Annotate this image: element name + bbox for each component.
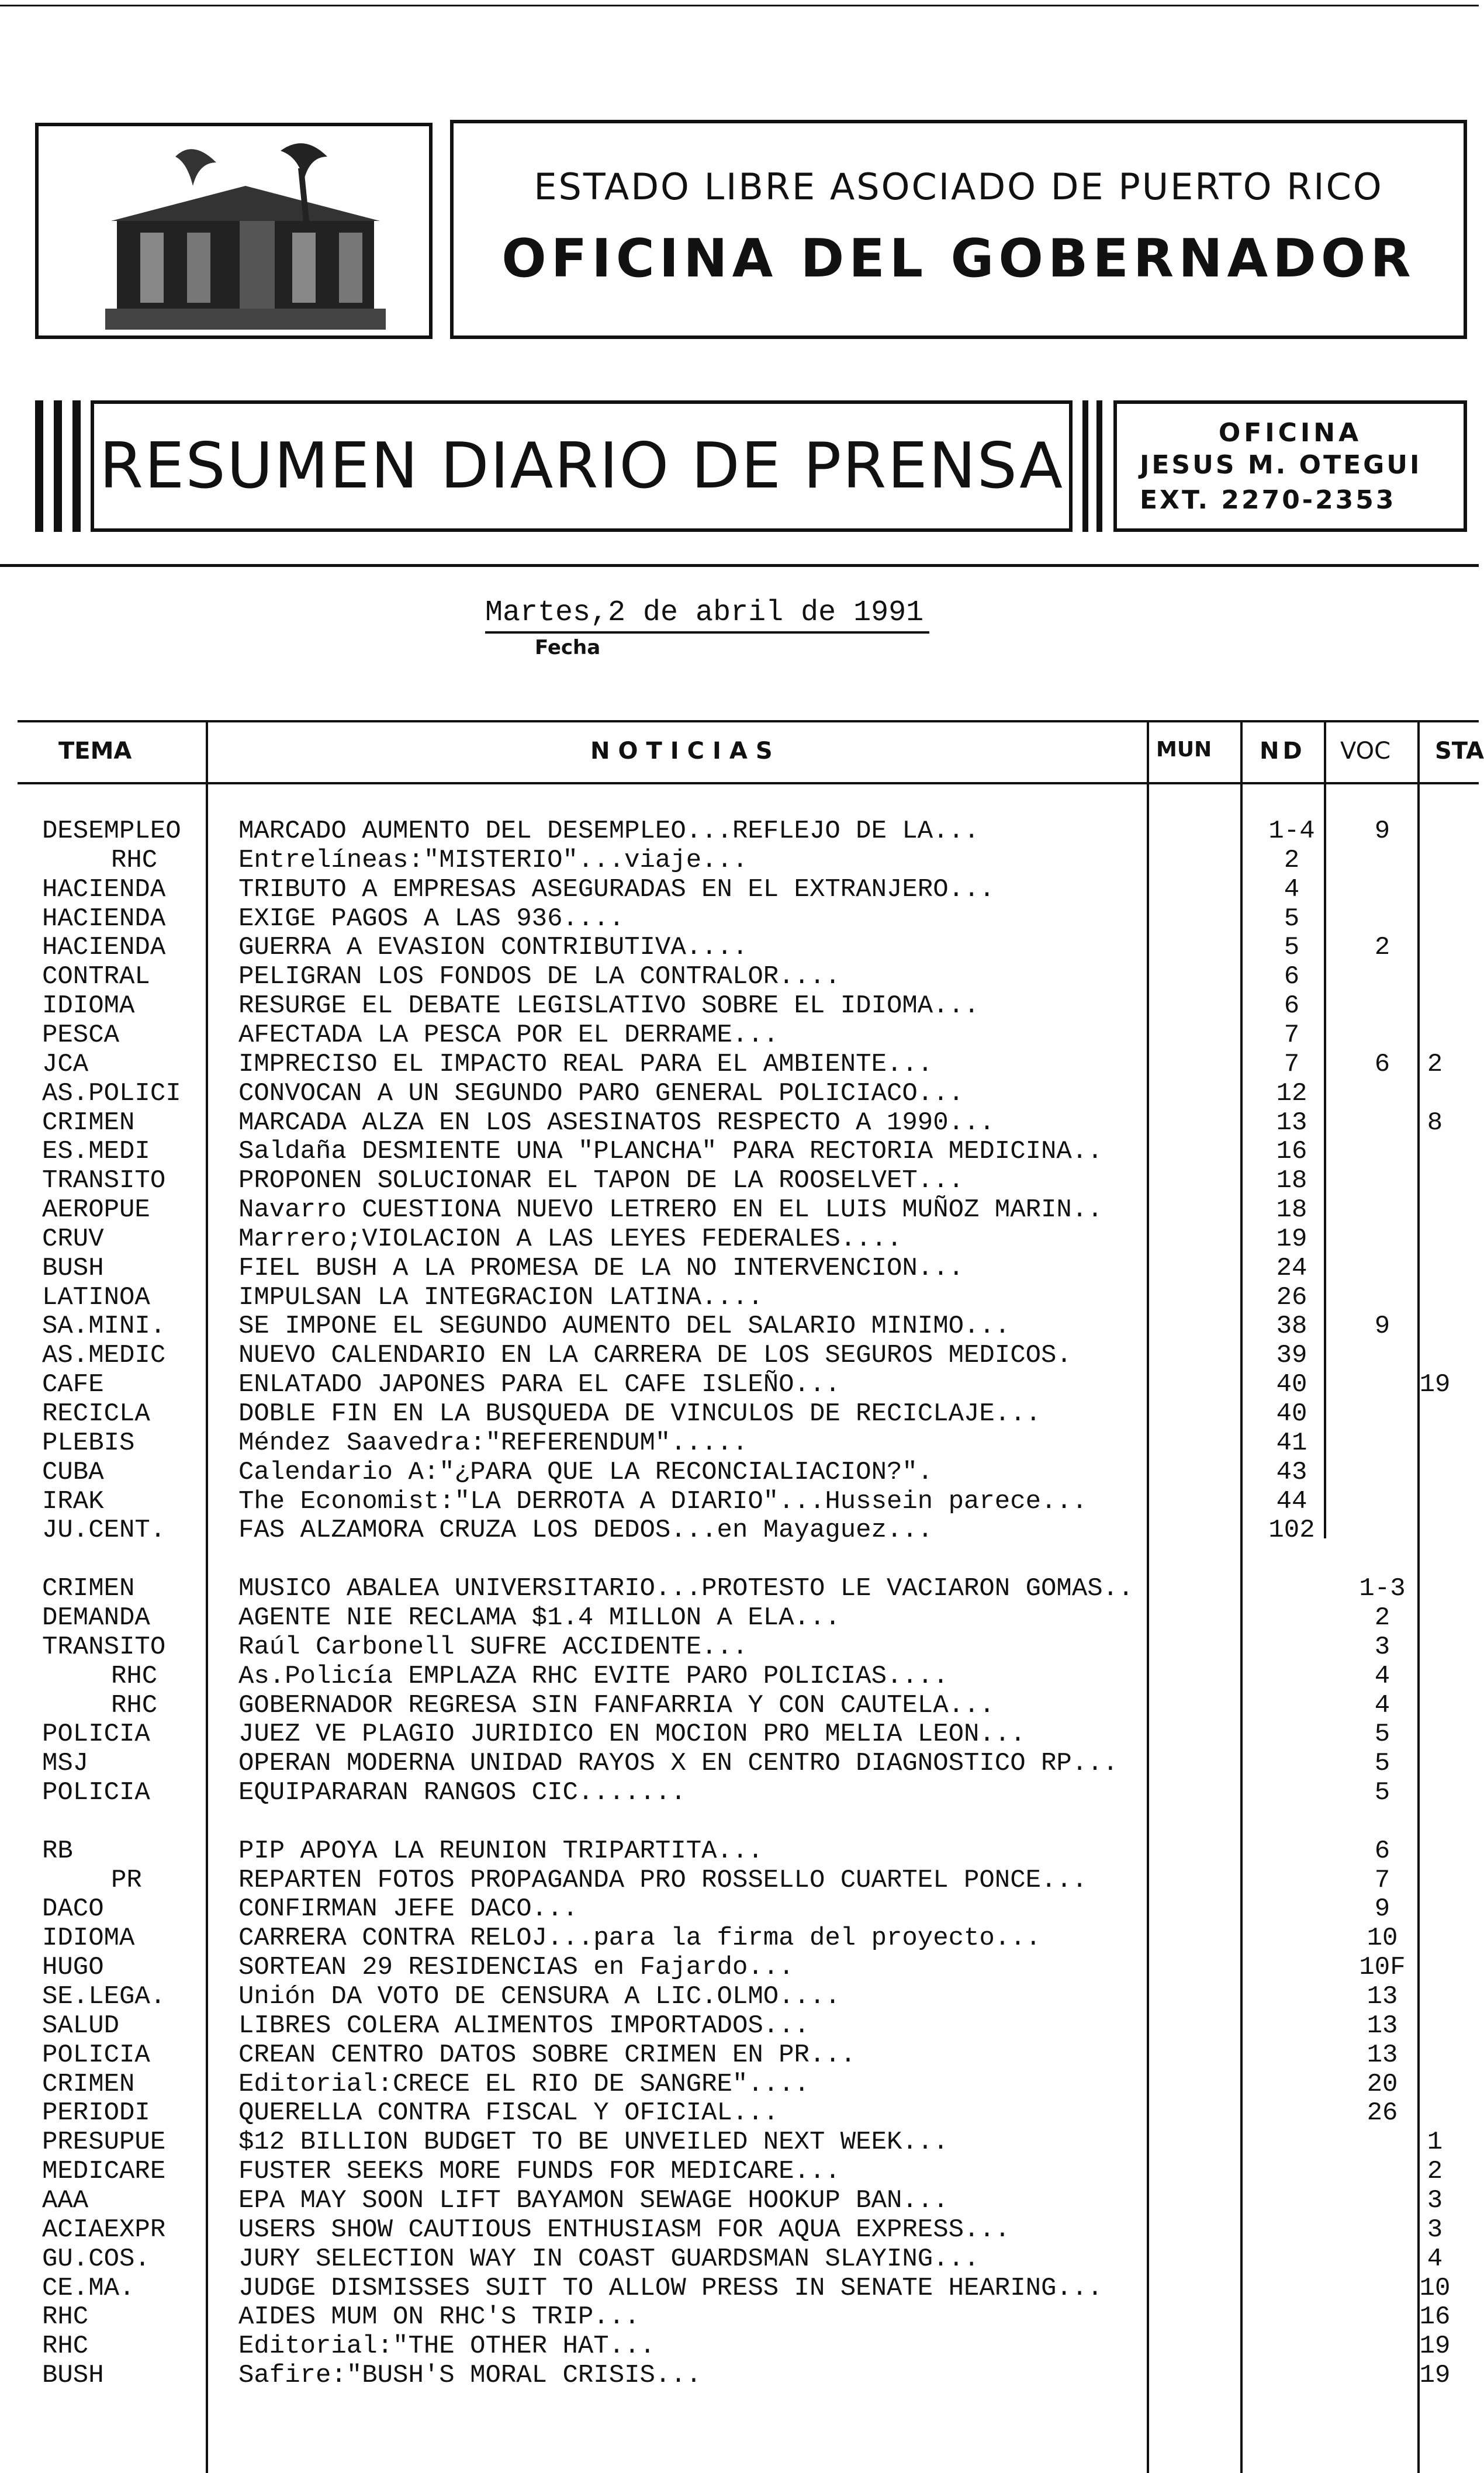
table-row bbox=[0, 1837, 1479, 1866]
row-headline: FIEL BUSH A LA PROMESA DE LA NO INTERVENCION... bbox=[238, 1253, 964, 1283]
column-header-nd: ND bbox=[1260, 738, 1306, 765]
row-nd: 19 bbox=[1276, 1224, 1307, 1254]
table-row bbox=[0, 2070, 1479, 2099]
row-tema: HACIENDA bbox=[42, 874, 166, 904]
date-underline bbox=[485, 631, 929, 634]
row-tema: RHC bbox=[111, 1661, 158, 1691]
row-tema: PESCA bbox=[42, 1020, 120, 1050]
row-sta: 19 bbox=[1419, 2332, 1451, 2361]
row-tema: IDIOMA bbox=[42, 1924, 135, 1953]
row-headline: SORTEAN 29 RESIDENCIAS en Fajardo... bbox=[238, 1953, 794, 1983]
table-row bbox=[0, 1575, 1479, 1603]
row-tema: HUGO bbox=[42, 1953, 104, 1983]
column-header-mun: MUN bbox=[1156, 738, 1212, 762]
table-row bbox=[0, 1196, 1479, 1225]
row-tema: POLICIA bbox=[42, 2040, 150, 2070]
row-headline: GUERRA A EVASION CONTRIBUTIVA.... bbox=[238, 933, 748, 963]
table-row bbox=[0, 933, 1479, 962]
row-tema: BUSH bbox=[42, 2361, 104, 2391]
table-row bbox=[0, 1284, 1479, 1312]
row-nd: 12 bbox=[1276, 1078, 1307, 1108]
row-nd: 102 bbox=[1268, 1516, 1315, 1545]
row-headline: CREAN CENTRO DATOS SOBRE CRIMEN EN PR... bbox=[238, 2040, 856, 2070]
row-nd: 24 bbox=[1276, 1253, 1307, 1283]
row-tema: JCA bbox=[42, 1049, 89, 1079]
row-headline: AIDES MUM ON RHC'S TRIP... bbox=[238, 2302, 640, 2332]
row-tema: CONTRAL bbox=[42, 962, 150, 992]
table-row bbox=[0, 1137, 1479, 1166]
row-voc: 10F bbox=[1359, 1953, 1406, 1983]
row-headline: LIBRES COLERA ALIMENTOS IMPORTADOS... bbox=[238, 2011, 810, 2040]
table-row bbox=[0, 2303, 1479, 2332]
row-tema: AEROPUE bbox=[42, 1195, 150, 1225]
row-tema: CUBA bbox=[42, 1457, 104, 1487]
row-headline: DOBLE FIN EN LA BUSQUEDA DE VINCULOS DE RECICLAJE... bbox=[238, 1399, 1042, 1429]
row-nd: 41 bbox=[1276, 1428, 1307, 1458]
governor-mansion-seal-icon bbox=[105, 133, 386, 330]
row-sta: 19 bbox=[1419, 1370, 1451, 1400]
row-nd: 16 bbox=[1276, 1137, 1307, 1167]
column-header-noticias: NOTICIAS bbox=[590, 738, 781, 765]
row-headline: EXIGE PAGOS A LAS 936.... bbox=[238, 904, 625, 933]
row-headline: PELIGRAN LOS FONDOS DE LA CONTRALOR.... bbox=[238, 962, 840, 992]
row-headline: EPA MAY SOON LIFT BAYAMON SEWAGE HOOKUP BAN... bbox=[238, 2185, 949, 2215]
row-headline: GOBERNADOR REGRESA SIN FANFARRIA Y CON CAUTELA... bbox=[238, 1690, 995, 1720]
row-tema: TRANSITO bbox=[42, 1166, 166, 1196]
row-headline: IMPULSAN LA INTEGRACION LATINA.... bbox=[238, 1282, 763, 1312]
row-headline: OPERAN MODERNA UNIDAD RAYOS X EN CENTRO DIAGNOSTICO RP... bbox=[238, 1749, 1119, 1779]
row-tema: CE.MA. bbox=[42, 2273, 135, 2303]
row-nd: 40 bbox=[1276, 1399, 1307, 1429]
table-row bbox=[0, 1254, 1479, 1283]
row-headline: Calendario A:"¿PARA QUE LA RECONCIALIACION?". bbox=[238, 1457, 933, 1487]
row-voc: 4 bbox=[1374, 1661, 1390, 1691]
table-row bbox=[0, 2216, 1479, 2244]
row-nd: 40 bbox=[1276, 1370, 1307, 1400]
table-row bbox=[0, 1312, 1479, 1341]
row-nd: 6 bbox=[1284, 962, 1300, 992]
row-tema: CAFE bbox=[42, 1370, 104, 1400]
row-tema: RHC bbox=[42, 2332, 89, 2361]
row-voc: 9 bbox=[1374, 817, 1390, 846]
row-headline: $12 BILLION BUDGET TO BE UNVEILED NEXT WEEK... bbox=[238, 2128, 949, 2157]
table-row bbox=[0, 2041, 1479, 2070]
table-row bbox=[0, 1953, 1479, 1982]
row-tema: CRIMEN bbox=[42, 1108, 135, 1137]
row-nd: 5 bbox=[1284, 904, 1300, 933]
row-sta: 3 bbox=[1427, 2185, 1443, 2215]
row-nd: 26 bbox=[1276, 1282, 1307, 1312]
column-header-tema: TEMA bbox=[58, 738, 132, 765]
table-row bbox=[0, 1341, 1479, 1370]
row-tema: POLICIA bbox=[42, 1720, 150, 1749]
row-headline: Navarro CUESTIONA NUEVO LETRERO EN EL LUIS MUÑOZ MARIN.. bbox=[238, 1195, 1103, 1225]
row-voc: 6 bbox=[1374, 1049, 1390, 1079]
row-nd: 2 bbox=[1284, 845, 1300, 875]
row-tema: IDIOMA bbox=[42, 991, 135, 1021]
row-headline: NUEVO CALENDARIO EN LA CARRERA DE LOS SEGUROS MEDICOS. bbox=[238, 1341, 1072, 1371]
table-row bbox=[0, 1983, 1479, 2011]
table-row bbox=[0, 992, 1479, 1021]
row-sta: 1 bbox=[1427, 2128, 1443, 2157]
row-headline: CONFIRMAN JEFE DACO... bbox=[238, 1894, 578, 1924]
row-headline: IMPRECISO EL IMPACTO REAL PARA EL AMBIENTE... bbox=[238, 1049, 933, 1079]
table-row bbox=[0, 1488, 1479, 1516]
table-row bbox=[0, 1050, 1479, 1079]
column-header-sta: STA bbox=[1435, 738, 1484, 765]
row-headline: CONVOCAN A UN SEGUNDO PARO GENERAL POLICIACO... bbox=[238, 1078, 964, 1108]
row-tema: DESEMPLEO bbox=[42, 817, 181, 846]
row-sta: 2 bbox=[1427, 1049, 1443, 1079]
row-sta: 19 bbox=[1419, 2361, 1451, 2391]
row-headline: SE IMPONE EL SEGUNDO AUMENTO DEL SALARIO MINIMO... bbox=[238, 1312, 1011, 1341]
office-contact-name: JESUS M. OTEGUI bbox=[1140, 450, 1422, 480]
left-bar-1 bbox=[35, 400, 43, 532]
header-bottom-rule bbox=[0, 564, 1479, 567]
row-nd: 5 bbox=[1284, 933, 1300, 963]
table-row bbox=[0, 1720, 1479, 1749]
row-voc: 10 bbox=[1367, 1924, 1398, 1953]
table-row bbox=[0, 817, 1479, 846]
row-sta: 10 bbox=[1419, 2273, 1451, 2303]
row-tema: ACIAEXPR bbox=[42, 2215, 166, 2244]
row-voc: 2 bbox=[1374, 933, 1390, 963]
row-tema: BUSH bbox=[42, 1253, 104, 1283]
row-headline: MUSICO ABALEA UNIVERSITARIO...PROTESTO LE VACIARON GOMAS.. bbox=[238, 1574, 1134, 1604]
row-sta: 16 bbox=[1419, 2302, 1451, 2332]
row-tema: PR bbox=[111, 1865, 142, 1895]
row-headline: JUEZ VE PLAGIO JURIDICO EN MOCION PRO MELIA LEON... bbox=[238, 1720, 1026, 1749]
row-nd: 4 bbox=[1284, 874, 1300, 904]
table-row bbox=[0, 1662, 1479, 1691]
table-row bbox=[0, 1808, 1479, 1836]
row-tema: MEDICARE bbox=[42, 2157, 166, 2187]
row-nd: 18 bbox=[1276, 1195, 1307, 1225]
table-row bbox=[0, 1545, 1479, 1574]
row-headline: Unión DA VOTO DE CENSURA A LIC.OLMO.... bbox=[238, 1982, 840, 2011]
row-voc: 20 bbox=[1367, 2069, 1398, 2099]
row-nd: 13 bbox=[1276, 1108, 1307, 1137]
row-headline: USERS SHOW CAUTIOUS ENTHUSIASM FOR AQUA EXPRESS... bbox=[238, 2215, 1011, 2244]
mid-bar-2 bbox=[1096, 400, 1102, 532]
row-tema: SALUD bbox=[42, 2011, 120, 2040]
row-tema: CRIMEN bbox=[42, 1574, 135, 1604]
row-tema: LATINOA bbox=[42, 1282, 150, 1312]
row-tema: GU.COS. bbox=[42, 2244, 150, 2274]
row-nd: 38 bbox=[1276, 1312, 1307, 1341]
row-headline: FAS ALZAMORA CRUZA LOS DEDOS...en Mayaguez... bbox=[238, 1516, 933, 1545]
row-headline: FUSTER SEEKS MORE FUNDS FOR MEDICARE... bbox=[238, 2157, 840, 2187]
row-headline: JURY SELECTION WAY IN COAST GUARDSMAN SLAYING... bbox=[238, 2244, 980, 2274]
row-tema: HACIENDA bbox=[42, 904, 166, 933]
table-row bbox=[0, 2187, 1479, 2215]
report-date: Martes,2 de abril de 1991 bbox=[485, 596, 924, 630]
row-headline: Raúl Carbonell SUFRE ACCIDENTE... bbox=[238, 1632, 748, 1662]
row-tema: CRIMEN bbox=[42, 2069, 135, 2099]
row-tema: AS.POLICI bbox=[42, 1078, 181, 1108]
table-row bbox=[0, 1429, 1479, 1458]
top-rule bbox=[0, 5, 1479, 6]
row-sta: 2 bbox=[1427, 2157, 1443, 2187]
row-headline: Editorial:"THE OTHER HAT... bbox=[238, 2332, 655, 2361]
row-headline: TRIBUTO A EMPRESAS ASEGURADAS EN EL EXTRANJERO... bbox=[238, 874, 995, 904]
row-voc: 5 bbox=[1374, 1720, 1390, 1749]
table-header-rule bbox=[18, 782, 1479, 784]
row-voc: 9 bbox=[1374, 1894, 1390, 1924]
row-tema: AAA bbox=[42, 2185, 89, 2215]
table-row bbox=[0, 963, 1479, 991]
row-tema: DEMANDA bbox=[42, 1603, 150, 1632]
table-row bbox=[0, 1692, 1479, 1720]
row-headline: RESURGE EL DEBATE LEGISLATIVO SOBRE EL IDIOMA... bbox=[238, 991, 980, 1021]
row-tema: CRUV bbox=[42, 1224, 104, 1254]
row-voc: 7 bbox=[1374, 1865, 1390, 1895]
row-tema: HACIENDA bbox=[42, 933, 166, 963]
report-title: RESUMEN DIARIO DE PRENSA bbox=[99, 430, 1064, 503]
table-row bbox=[0, 2332, 1479, 2361]
row-headline: Editorial:CRECE EL RIO DE SANGRE".... bbox=[238, 2069, 810, 2099]
table-row bbox=[0, 1109, 1479, 1137]
table-row bbox=[0, 2245, 1479, 2274]
row-nd: 7 bbox=[1284, 1020, 1300, 1050]
row-sta: 8 bbox=[1427, 1108, 1443, 1137]
row-headline: Marrero;VIOLACION A LAS LEYES FEDERALES.... bbox=[238, 1224, 902, 1254]
table-row bbox=[0, 1516, 1479, 1545]
row-sta: 4 bbox=[1427, 2244, 1443, 2274]
table-row bbox=[0, 1167, 1479, 1195]
row-nd: 7 bbox=[1284, 1049, 1300, 1079]
table-row bbox=[0, 2012, 1479, 2040]
row-tema: JU.CENT. bbox=[42, 1516, 166, 1545]
row-voc: 5 bbox=[1374, 1749, 1390, 1779]
table-row bbox=[0, 1749, 1479, 1778]
table-row bbox=[0, 1458, 1479, 1487]
row-headline: AFECTADA LA PESCA POR EL DERRAME... bbox=[238, 1020, 779, 1050]
row-headline: PIP APOYA LA REUNION TRIPARTITA... bbox=[238, 1836, 763, 1866]
left-bar-3 bbox=[72, 400, 81, 532]
row-tema: RHC bbox=[111, 845, 158, 875]
row-voc: 6 bbox=[1374, 1836, 1390, 1866]
table-row bbox=[0, 1895, 1479, 1924]
row-headline: JUDGE DISMISSES SUIT TO ALLOW PRESS IN SENATE HEARING... bbox=[238, 2273, 1103, 2303]
table-row bbox=[0, 846, 1479, 875]
row-voc: 13 bbox=[1367, 2011, 1398, 2040]
row-headline: MARCADO AUMENTO DEL DESEMPLEO...REFLEJO DE LA... bbox=[238, 817, 980, 846]
table-row bbox=[0, 1924, 1479, 1953]
row-nd: 44 bbox=[1276, 1486, 1307, 1516]
row-nd: 1-4 bbox=[1268, 817, 1315, 846]
row-voc: 5 bbox=[1374, 1778, 1390, 1808]
row-nd: 43 bbox=[1276, 1457, 1307, 1487]
row-voc: 3 bbox=[1374, 1632, 1390, 1662]
row-voc: 4 bbox=[1374, 1690, 1390, 1720]
row-tema: PLEBIS bbox=[42, 1428, 135, 1458]
row-tema: RECICLA bbox=[42, 1399, 150, 1429]
row-headline: EQUIPARARAN RANGOS CIC....... bbox=[238, 1778, 686, 1808]
table-row bbox=[0, 1400, 1479, 1429]
table-row bbox=[0, 1371, 1479, 1399]
row-headline: Saldaña DESMIENTE UNA "PLANCHA" PARA RECTORIA MEDICINA.. bbox=[238, 1137, 1103, 1167]
row-tema: RHC bbox=[42, 2302, 89, 2332]
row-headline: MARCADA ALZA EN LOS ASESINATOS RESPECTO A 1990... bbox=[238, 1108, 995, 1137]
row-voc: 9 bbox=[1374, 1312, 1390, 1341]
row-tema: POLICIA bbox=[42, 1778, 150, 1808]
left-bar-2 bbox=[54, 400, 62, 532]
table-row bbox=[0, 2157, 1479, 2186]
table-row bbox=[0, 1225, 1479, 1254]
row-tema: PERIODI bbox=[42, 2098, 150, 2128]
row-tema: AS.MEDIC bbox=[42, 1341, 166, 1371]
table-row bbox=[0, 1866, 1479, 1895]
row-headline: As.Policía EMPLAZA RHC EVITE PARO POLICIAS.... bbox=[238, 1661, 949, 1691]
row-headline: Méndez Saavedra:"REFERENDUM"..... bbox=[238, 1428, 748, 1458]
row-headline: QUERELLA CONTRA FISCAL Y OFICIAL... bbox=[238, 2098, 779, 2128]
row-voc: 26 bbox=[1367, 2098, 1398, 2128]
row-headline: AGENTE NIE RECLAMA $1.4 MILLON A ELA... bbox=[238, 1603, 840, 1632]
office-label: OFICINA bbox=[1218, 418, 1362, 448]
row-nd: 18 bbox=[1276, 1166, 1307, 1196]
office-extension: EXT. 2270-2353 bbox=[1140, 485, 1396, 515]
table-row bbox=[0, 2099, 1479, 2128]
table-row bbox=[0, 2361, 1479, 2390]
office-name: OFICINA DEL GOBERNADOR bbox=[501, 228, 1416, 289]
table-row bbox=[0, 2274, 1479, 2303]
row-headline: Entrelíneas:"MISTERIO"...viaje... bbox=[238, 845, 748, 875]
row-tema: RB bbox=[42, 1836, 73, 1866]
row-nd: 39 bbox=[1276, 1341, 1307, 1371]
row-voc: 13 bbox=[1367, 1982, 1398, 2011]
table-top-rule bbox=[18, 720, 1479, 722]
row-tema: PRESUPUE bbox=[42, 2128, 166, 2157]
row-tema: SE.LEGA. bbox=[42, 1982, 166, 2011]
row-tema: MSJ bbox=[42, 1749, 89, 1779]
row-voc: 1-3 bbox=[1359, 1574, 1406, 1604]
row-headline: PROPONEN SOLUCIONAR EL TAPON DE LA ROOSELVET... bbox=[238, 1166, 964, 1196]
column-header-voc: VOC bbox=[1340, 738, 1391, 765]
table-row bbox=[0, 1604, 1479, 1632]
row-voc: 2 bbox=[1374, 1603, 1390, 1632]
table-row bbox=[0, 1080, 1479, 1108]
row-headline: CARRERA CONTRA RELOJ...para la firma del proyecto... bbox=[238, 1924, 1042, 1953]
table-row bbox=[0, 1021, 1479, 1050]
mid-bar-1 bbox=[1082, 400, 1088, 532]
row-tema: ES.MEDI bbox=[42, 1137, 150, 1167]
table-row bbox=[0, 876, 1479, 904]
table-row bbox=[0, 2128, 1479, 2157]
row-voc: 13 bbox=[1367, 2040, 1398, 2070]
row-headline: REPARTEN FOTOS PROPAGANDA PRO ROSSELLO CUARTEL PONCE... bbox=[238, 1865, 1088, 1895]
row-nd: 6 bbox=[1284, 991, 1300, 1021]
table-row bbox=[0, 1779, 1479, 1807]
row-tema: SA.MINI. bbox=[42, 1312, 166, 1341]
row-tema: IRAK bbox=[42, 1486, 104, 1516]
table-row bbox=[0, 905, 1479, 933]
row-headline: The Economist:"LA DERROTA A DIARIO"...Hussein parece... bbox=[238, 1486, 1088, 1516]
row-headline: Safire:"BUSH'S MORAL CRISIS... bbox=[238, 2361, 702, 2391]
row-tema: TRANSITO bbox=[42, 1632, 166, 1662]
row-headline: ENLATADO JAPONES PARA EL CAFE ISLEÑO... bbox=[238, 1370, 840, 1400]
row-sta: 3 bbox=[1427, 2215, 1443, 2244]
government-name: ESTADO LIBRE ASOCIADO DE PUERTO RICO bbox=[534, 165, 1383, 208]
table-row bbox=[0, 1633, 1479, 1662]
row-tema: DACO bbox=[42, 1894, 104, 1924]
row-tema: RHC bbox=[111, 1690, 158, 1720]
date-label: Fecha bbox=[535, 636, 601, 659]
